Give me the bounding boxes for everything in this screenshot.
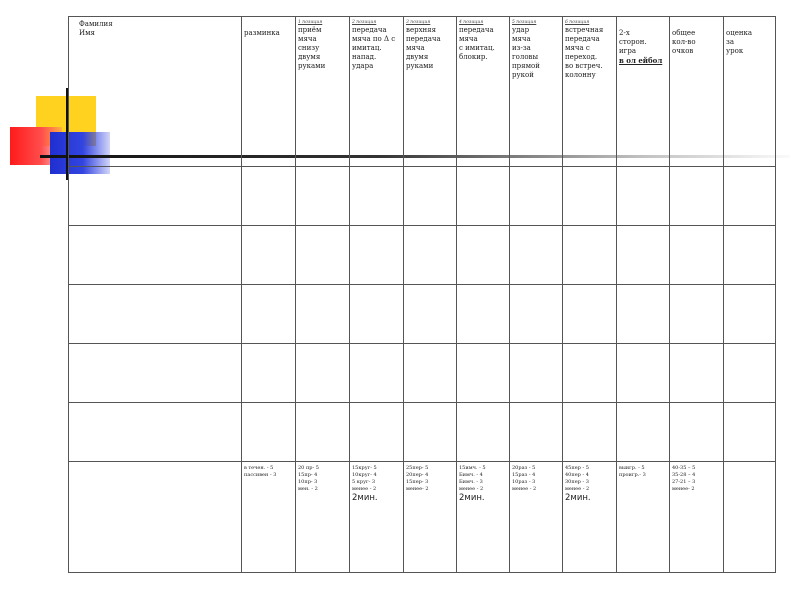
criteria-text: 40-35 – 5 [672,465,696,471]
criteria-row [69,462,776,573]
table-cell[interactable] [670,167,724,226]
table-cell[interactable] [510,403,563,462]
criteria-text: Бимч. - 3 [459,479,483,485]
criteria-time: 2мин. [459,493,485,503]
position-1-label: 1 позиция [298,20,323,25]
criteria-text: 20пер- 4 [406,472,429,478]
position-5-text: головы [512,53,539,61]
position-6-text: переход. [565,53,598,61]
criteria-text: 15пр- 4 [298,472,318,478]
criteria-text: менее - 2 [352,486,377,492]
criteria-text: в течен. - 5 [244,465,274,471]
position-4-label: 4 позиция [459,20,484,25]
criteria-position-3-cell [404,462,457,573]
header-position-4-cell [457,17,510,167]
table-cell[interactable] [296,167,350,226]
header-name-cell [69,17,242,167]
criteria-text: менее - 2 [565,486,590,492]
position-6-text: колонну [565,71,596,79]
header-surname: Фамилия [79,20,113,28]
position-4-text: блокир. [459,53,488,61]
header-row [69,17,776,167]
table-cell[interactable] [563,285,617,344]
table-cell[interactable] [617,226,670,285]
position-3-text: верхняя [406,26,437,34]
position-6-label: 6 позиция [565,20,590,25]
table-cell[interactable] [563,403,617,462]
criteria-text: 20 пр- 5 [298,465,319,471]
student-row [69,403,776,462]
criteria-position-1-cell [296,462,350,573]
position-1-text: двумя [298,53,321,61]
table-cell[interactable] [350,167,404,226]
grading-table [68,16,776,573]
table-cell[interactable] [670,285,724,344]
total-points-text: кол-во [672,38,696,46]
table-cell[interactable] [69,226,242,285]
total-points-text: общее [672,29,696,37]
criteria-text: менее - 2 [512,486,537,492]
criteria-empty-cell [69,462,242,573]
table-cell[interactable] [510,226,563,285]
criteria-position-6-cell [563,462,617,573]
table-cell[interactable] [457,285,510,344]
position-5-text: удар [512,26,530,34]
table-cell[interactable] [670,226,724,285]
table-cell[interactable] [296,285,350,344]
criteria-text: 30пер - 3 [565,479,589,485]
position-6-text: мяча с [565,44,590,52]
criteria-total-cell [670,462,724,573]
table-cell[interactable] [457,167,510,226]
table-cell[interactable] [670,344,724,403]
position-2-text: имитац. [352,44,382,52]
table-cell[interactable] [617,344,670,403]
criteria-text: 10раз - 3 [512,479,536,485]
table-cell[interactable] [617,285,670,344]
header-game-cell [617,17,670,167]
table-cell[interactable] [404,403,457,462]
table-cell[interactable] [724,403,776,462]
criteria-text: проигр.- 3 [619,472,646,478]
criteria-position-4-cell [457,462,510,573]
criteria-text: 5 круг- 3 [352,479,376,485]
criteria-text: 15имч. - 5 [459,465,486,471]
table-cell[interactable] [670,403,724,462]
criteria-grade-cell [724,462,776,573]
position-2-text: передача [352,26,387,34]
table-cell[interactable] [296,403,350,462]
table-cell[interactable] [563,167,617,226]
position-5-text: рукой [512,71,534,79]
position-3-text: двумя [406,53,429,61]
table-cell[interactable] [457,226,510,285]
position-6-text: передача [565,35,600,43]
student-row [69,344,776,403]
position-3-text: мяча [406,44,425,52]
position-6-text: встречная [565,26,604,34]
grade-text: оценка [726,29,753,37]
table-cell[interactable] [350,403,404,462]
table-cell[interactable] [617,167,670,226]
table-cell[interactable] [69,285,242,344]
header-position-2-cell [350,17,404,167]
position-2-label: 2 позиция [352,20,377,25]
game-text: игра [619,47,636,55]
header-position-3-cell [404,17,457,167]
header-position-5-cell [510,17,563,167]
criteria-text: менее - 2 [459,486,484,492]
position-3-label: 3 позиция [406,20,431,25]
table-cell[interactable] [724,285,776,344]
criteria-position-5-cell [510,462,563,573]
table-cell[interactable] [724,167,776,226]
criteria-text: 40пер - 4 [565,472,589,478]
table-cell[interactable] [242,285,296,344]
table-cell[interactable] [404,344,457,403]
criteria-text: пассивен - 3 [244,472,277,478]
table-cell[interactable] [724,226,776,285]
criteria-position-2-cell [350,462,404,573]
criteria-time: 2мин. [352,493,378,503]
criteria-text: выигр. - 5 [619,465,645,471]
table-cell[interactable] [296,226,350,285]
table-cell[interactable] [510,167,563,226]
table-cell[interactable] [242,344,296,403]
position-5-text: из-за [512,44,531,52]
header-position-6-cell [563,17,617,167]
game-volleyball: в ол ейбол [619,56,663,65]
criteria-text: 27-21 – 3 [672,479,696,485]
criteria-text: Бимч. - 4 [459,472,483,478]
grade-text: за [726,38,734,46]
table-cell[interactable] [510,285,563,344]
position-1-text: мяча [298,35,317,43]
table-cell[interactable] [510,344,563,403]
table-cell[interactable] [242,167,296,226]
header-firstname: Имя [79,29,95,37]
table-cell[interactable] [69,167,242,226]
student-row [69,285,776,344]
header-warmup: разминка [244,29,280,37]
position-5-text: прямой [512,62,540,70]
table-cell[interactable] [563,344,617,403]
total-points-text: очков [672,47,694,55]
table-cell[interactable] [457,403,510,462]
criteria-time: 2мин. [565,493,591,503]
table-cell[interactable] [404,226,457,285]
table-cell[interactable] [69,403,242,462]
position-5-label: 5 позиция [512,20,537,25]
table-cell[interactable] [296,344,350,403]
criteria-text: 10пр- 3 [298,479,318,485]
position-3-text: передача [406,35,441,43]
header-total-points-cell [670,17,724,167]
position-2-text: напад. [352,53,377,61]
position-6-text: во встреч. [565,62,603,70]
table-cell[interactable] [404,285,457,344]
table-cell[interactable] [350,226,404,285]
criteria-text: 45пер - 5 [565,465,589,471]
criteria-text: менее- 2 [406,486,429,492]
criteria-text: 10круг- 4 [352,472,377,478]
position-1-text: приём [298,26,322,34]
table-cell[interactable] [457,344,510,403]
position-4-text: мяча [459,35,478,43]
position-4-text: с имитац. [459,44,495,52]
table-cell[interactable] [69,344,242,403]
header-warmup-cell [242,17,296,167]
game-text: сторон. [619,38,647,46]
criteria-text: 15круг- 5 [352,465,377,471]
table-cell[interactable] [404,167,457,226]
position-3-text: руками [406,62,434,70]
criteria-game-cell [617,462,670,573]
position-2-text: мяча по Δ с [352,35,396,43]
grade-text: урок [726,47,744,55]
header-grade-cell [724,17,776,167]
header-position-1-cell [296,17,350,167]
criteria-text: 15раз - 4 [512,472,536,478]
table-cell[interactable] [350,285,404,344]
table-cell[interactable] [563,226,617,285]
position-1-text: руками [298,62,326,70]
position-4-text: передача [459,26,494,34]
table-cell[interactable] [350,344,404,403]
student-row [69,167,776,226]
criteria-text: 35-28 – 4 [672,472,696,478]
table-cell[interactable] [724,344,776,403]
criteria-warmup-cell [242,462,296,573]
criteria-text: 15пер- 3 [406,479,429,485]
game-text: 2-х [619,29,630,37]
criteria-text: менее- 2 [672,486,695,492]
table-cell[interactable] [242,403,296,462]
table-cell[interactable] [617,403,670,462]
criteria-text: мен. - 2 [298,486,318,492]
student-row [69,226,776,285]
criteria-text: 25пер- 5 [406,465,429,471]
criteria-text: 20раз - 5 [512,465,536,471]
position-1-text: снизу [298,44,320,52]
position-2-text: удара [352,62,374,70]
position-5-text: мяча [512,35,531,43]
table-cell[interactable] [242,226,296,285]
